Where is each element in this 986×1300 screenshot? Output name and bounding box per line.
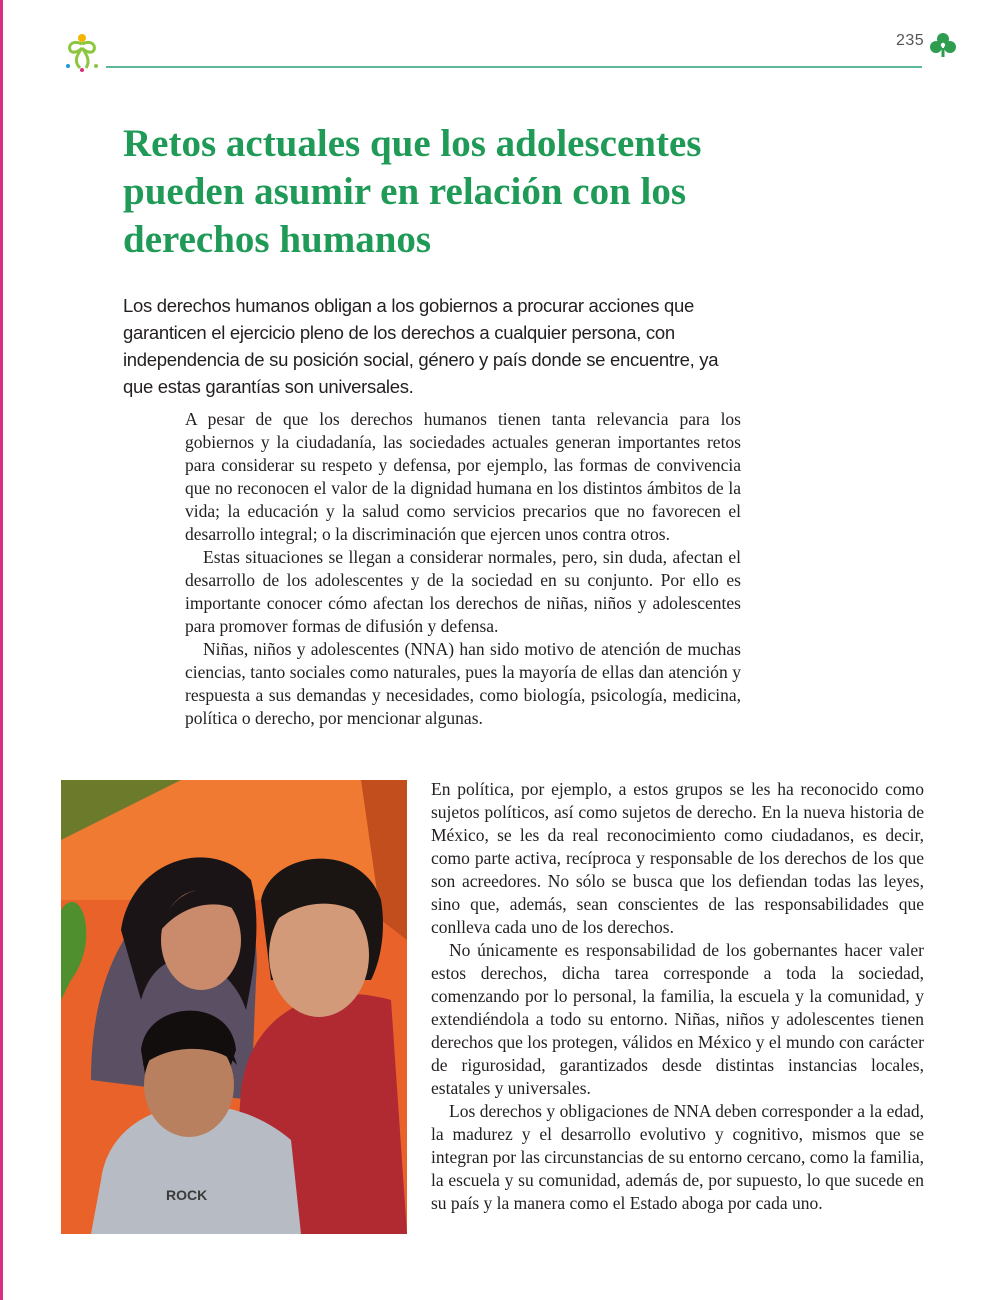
body-paragraph: Estas situaciones se llegan a considerar normales, pero, sin duda, afectan el desarrollo de los adolescentes y de la sociedad en su conjunto. Por ello es importante conocer cómo afectan los derechos de niñas, niños y adolescentes para promover formas de difusión y defensa. [185, 547, 741, 636]
body-paragraph: Niñas, niños y adolescentes (NNA) han sido motivo de atención de muchas ciencias, tanto sociales como naturales, pues la mayoría de ellas dan atención y respuesta a sus demandas y necesidades, como biología, psicología, medicina, política o derecho, por mencionar algunas. [185, 639, 741, 728]
clover-icon [930, 32, 956, 58]
body-paragraph: A pesar de que los derechos humanos tienen tanta relevancia para los gobiernos y la ciudadanía, las sociedades actuales generan importantes retos para considerar su respeto y defensa, por ejemplo, las formas de convivencia que no reconocen el valor de la dignidad humana en los distintos ámbitos de la vida; la educación y la salud como servicios precarios que no favorecen el desarrollo integral; o la discriminación que ejercen unos contra otros. [185, 409, 741, 544]
body-text-right [431, 778, 924, 1215]
flower-logo-icon [60, 30, 104, 74]
body-paragraph: En política, por ejemplo, a estos grupos se les ha reconocido como sujetos políticos, así como sujetos de derecho. En la nueva historia de México, se les da real reconocimiento como ciudadanos, es decir, como parte activa, recíproca y responsable de los derechos de los que son acreedores. No sólo se busca que los defiendan todas las leyes, sino que, además, sean conscientes de las responsabilidades que conlleva cada uno de los derechos. [431, 779, 924, 937]
body-text-top [185, 408, 741, 730]
shirt-print: ROCK [166, 1187, 208, 1203]
intro-paragraph: Los derechos humanos obligan a los gobiernos a procurar acciones que garanticen el ejercicio pleno de los derechos a cualquier persona, con independencia de su posición social, género y país donde se encuentre, ya que estas garantías son universales. [123, 295, 719, 397]
page-edge-bar [0, 0, 3, 1300]
body-paragraph: Los derechos y obligaciones de NNA deben corresponder a la edad, la madurez y el desarrollo evolutivo y cognitivo, mismos que se integran por las circunstancias de su entorno cercano, como la familia, la escuela y su comunidad, además de, por supuesto, lo que sucede en su país y la manera como el Estado aboga por cada uno. [431, 1101, 924, 1213]
page-title: Retos actuales que los adolescentes pueden asumir en relación con los derechos humanos [123, 122, 702, 261]
page-number: 235 [896, 32, 925, 49]
body-paragraph: No únicamente es responsabilidad de los gobernantes hacer valer estos derechos, dicha tarea corresponde a toda la sociedad, comenzando por lo personal, la familia, la escuela y la comunidad, y extendiéndola a todo su entorno. Niñas, niños y adolescentes tienen derechos que los protegen, válidos en México y el mundo con carácter de rigurosidad, garantizados desde distintas instancias locales, estatales y universales. [431, 940, 924, 1098]
teenagers-photo [61, 780, 407, 1234]
header-rule [106, 66, 922, 68]
